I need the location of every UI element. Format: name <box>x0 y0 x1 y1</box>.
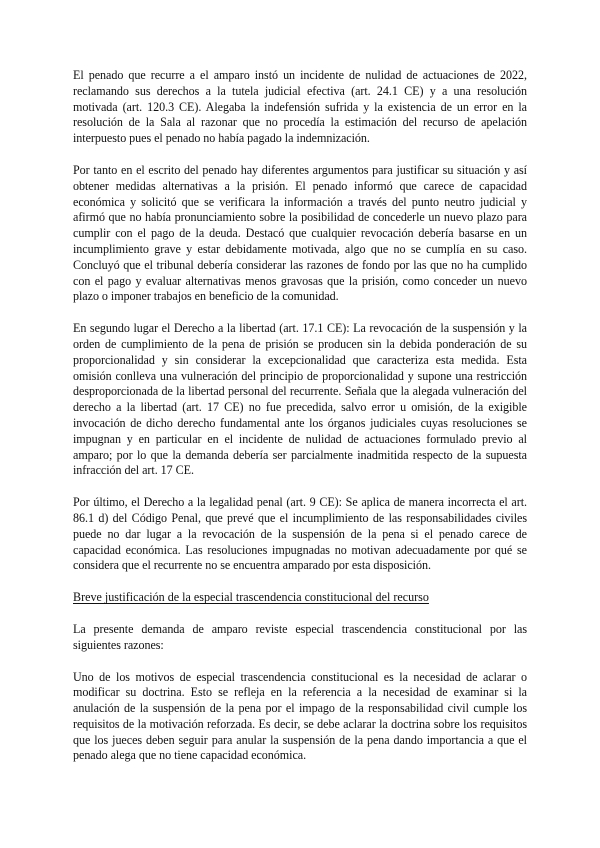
section-heading-trascendencia: Breve justificación de la especial trascendencia constitucional del recurso <box>73 590 429 605</box>
paragraph-spacer <box>73 606 527 622</box>
document-body <box>73 68 527 764</box>
paragraph-spacer <box>73 574 527 590</box>
paragraph-argumentos-penado: Por tanto en el escrito del penado hay diferentes argumentos para justificar su situación y así obtener medidas alternativas a la prisión. El penado informó que carece de capacidad económica y solicitó que se verificara la información a través del punto neutro judicial y afirmó que no había pronunciamiento sobre la posibilidad de concederle un nuevo plazo para cumplir con el pago de la deuda. Destacó que cualquier revocación debería basarse en un incumplimiento grave y estar debidamente motivada, algo que no se cumplía en su caso. Concluyó que el tribunal debería considerar las razones de fondo por las que no ha cumplido con el pago y evaluar alternativas menos gravosas que la prisión, como conceder un nuevo plazo o imponer trabajos en beneficio de la comunidad. <box>73 162 527 304</box>
paragraph-introduccion-razones: La presente demanda de amparo reviste especial trascendencia constitucional por las siguientes razones: <box>73 621 527 652</box>
paragraph-spacer <box>73 305 527 321</box>
paragraph-spacer <box>73 654 527 670</box>
paragraph-spacer <box>73 147 527 163</box>
paragraph-derecho-libertad: En segundo lugar el Derecho a la libertad (art. 17.1 CE): La revocación de la suspensión y la orden de cumplimiento de la pena de prisión se producen sin la debida ponderación de su proporcionalidad y sin considerar la excepcionalidad que caracteriza esta medida. Esta omisión conlleva una vulneración del principio de proporcionalidad y supone una restricción desproporcionada de la libertad personal del recurrente. Señala que la alegada vulneración del derecho a la libertad (art. 17 CE) no fue precedida, salvo error u omisión, de la exigible invocación de dicho derecho fundamental ante los órganos judiciales cuyas resoluciones se impugnan y en particular en el incidente de nulidad de actuaciones formulado previo al amparo; por lo que la demanda debería ser parcialmente inadmitida respecto de la supuesta infracción del art. 17 CE. <box>73 321 527 478</box>
paragraph-nulidad-actuaciones: El penado que recurre a el amparo instó un incidente de nulidad de actuaciones de 2022, reclamando sus derechos a la tutela judicial efectiva (art. 24.1 CE) y a una resolución motivada (art. 120.3 CE). Alegaba la indefensión sufrida y la existencia de un error en la resolución de la Sala al razonar que no procedía la estimación del recurso de apelación interpuesto pues el penado no había pagado la indemnización. <box>73 68 527 146</box>
paragraph-legalidad-penal: Por último, el Derecho a la legalidad penal (art. 9 CE): Se aplica de manera incorrecta el art. 86.1 d) del Código Penal, que prevé que el incumplimiento de las responsabilidades civiles puede no dar lugar a la revocación de la suspensión de la pena si el penado carece de capacidad económica. Las resoluciones impugnadas no motivan adecuadamente por qué se considera que el recurrente no se encuentra amparado por esta disposición. <box>73 495 527 573</box>
paragraph-aclarar-doctrina: Uno de los motivos de especial trascendencia constitucional es la necesidad de aclarar o modificar su doctrina. Esto se refleja en la referencia a la necesidad de examinar si la anulación de la suspensión de la pena por el impago de la responsabilidad civil cumple los requisitos de la motivación reforzada. Es decir, se debe aclarar la doctrina sobre los requisitos que los jueces deben seguir para anular la suspensión de la pena dando importancia a que el penado alega que no tiene capacidad económica. <box>73 669 527 763</box>
paragraph-spacer <box>73 479 527 495</box>
